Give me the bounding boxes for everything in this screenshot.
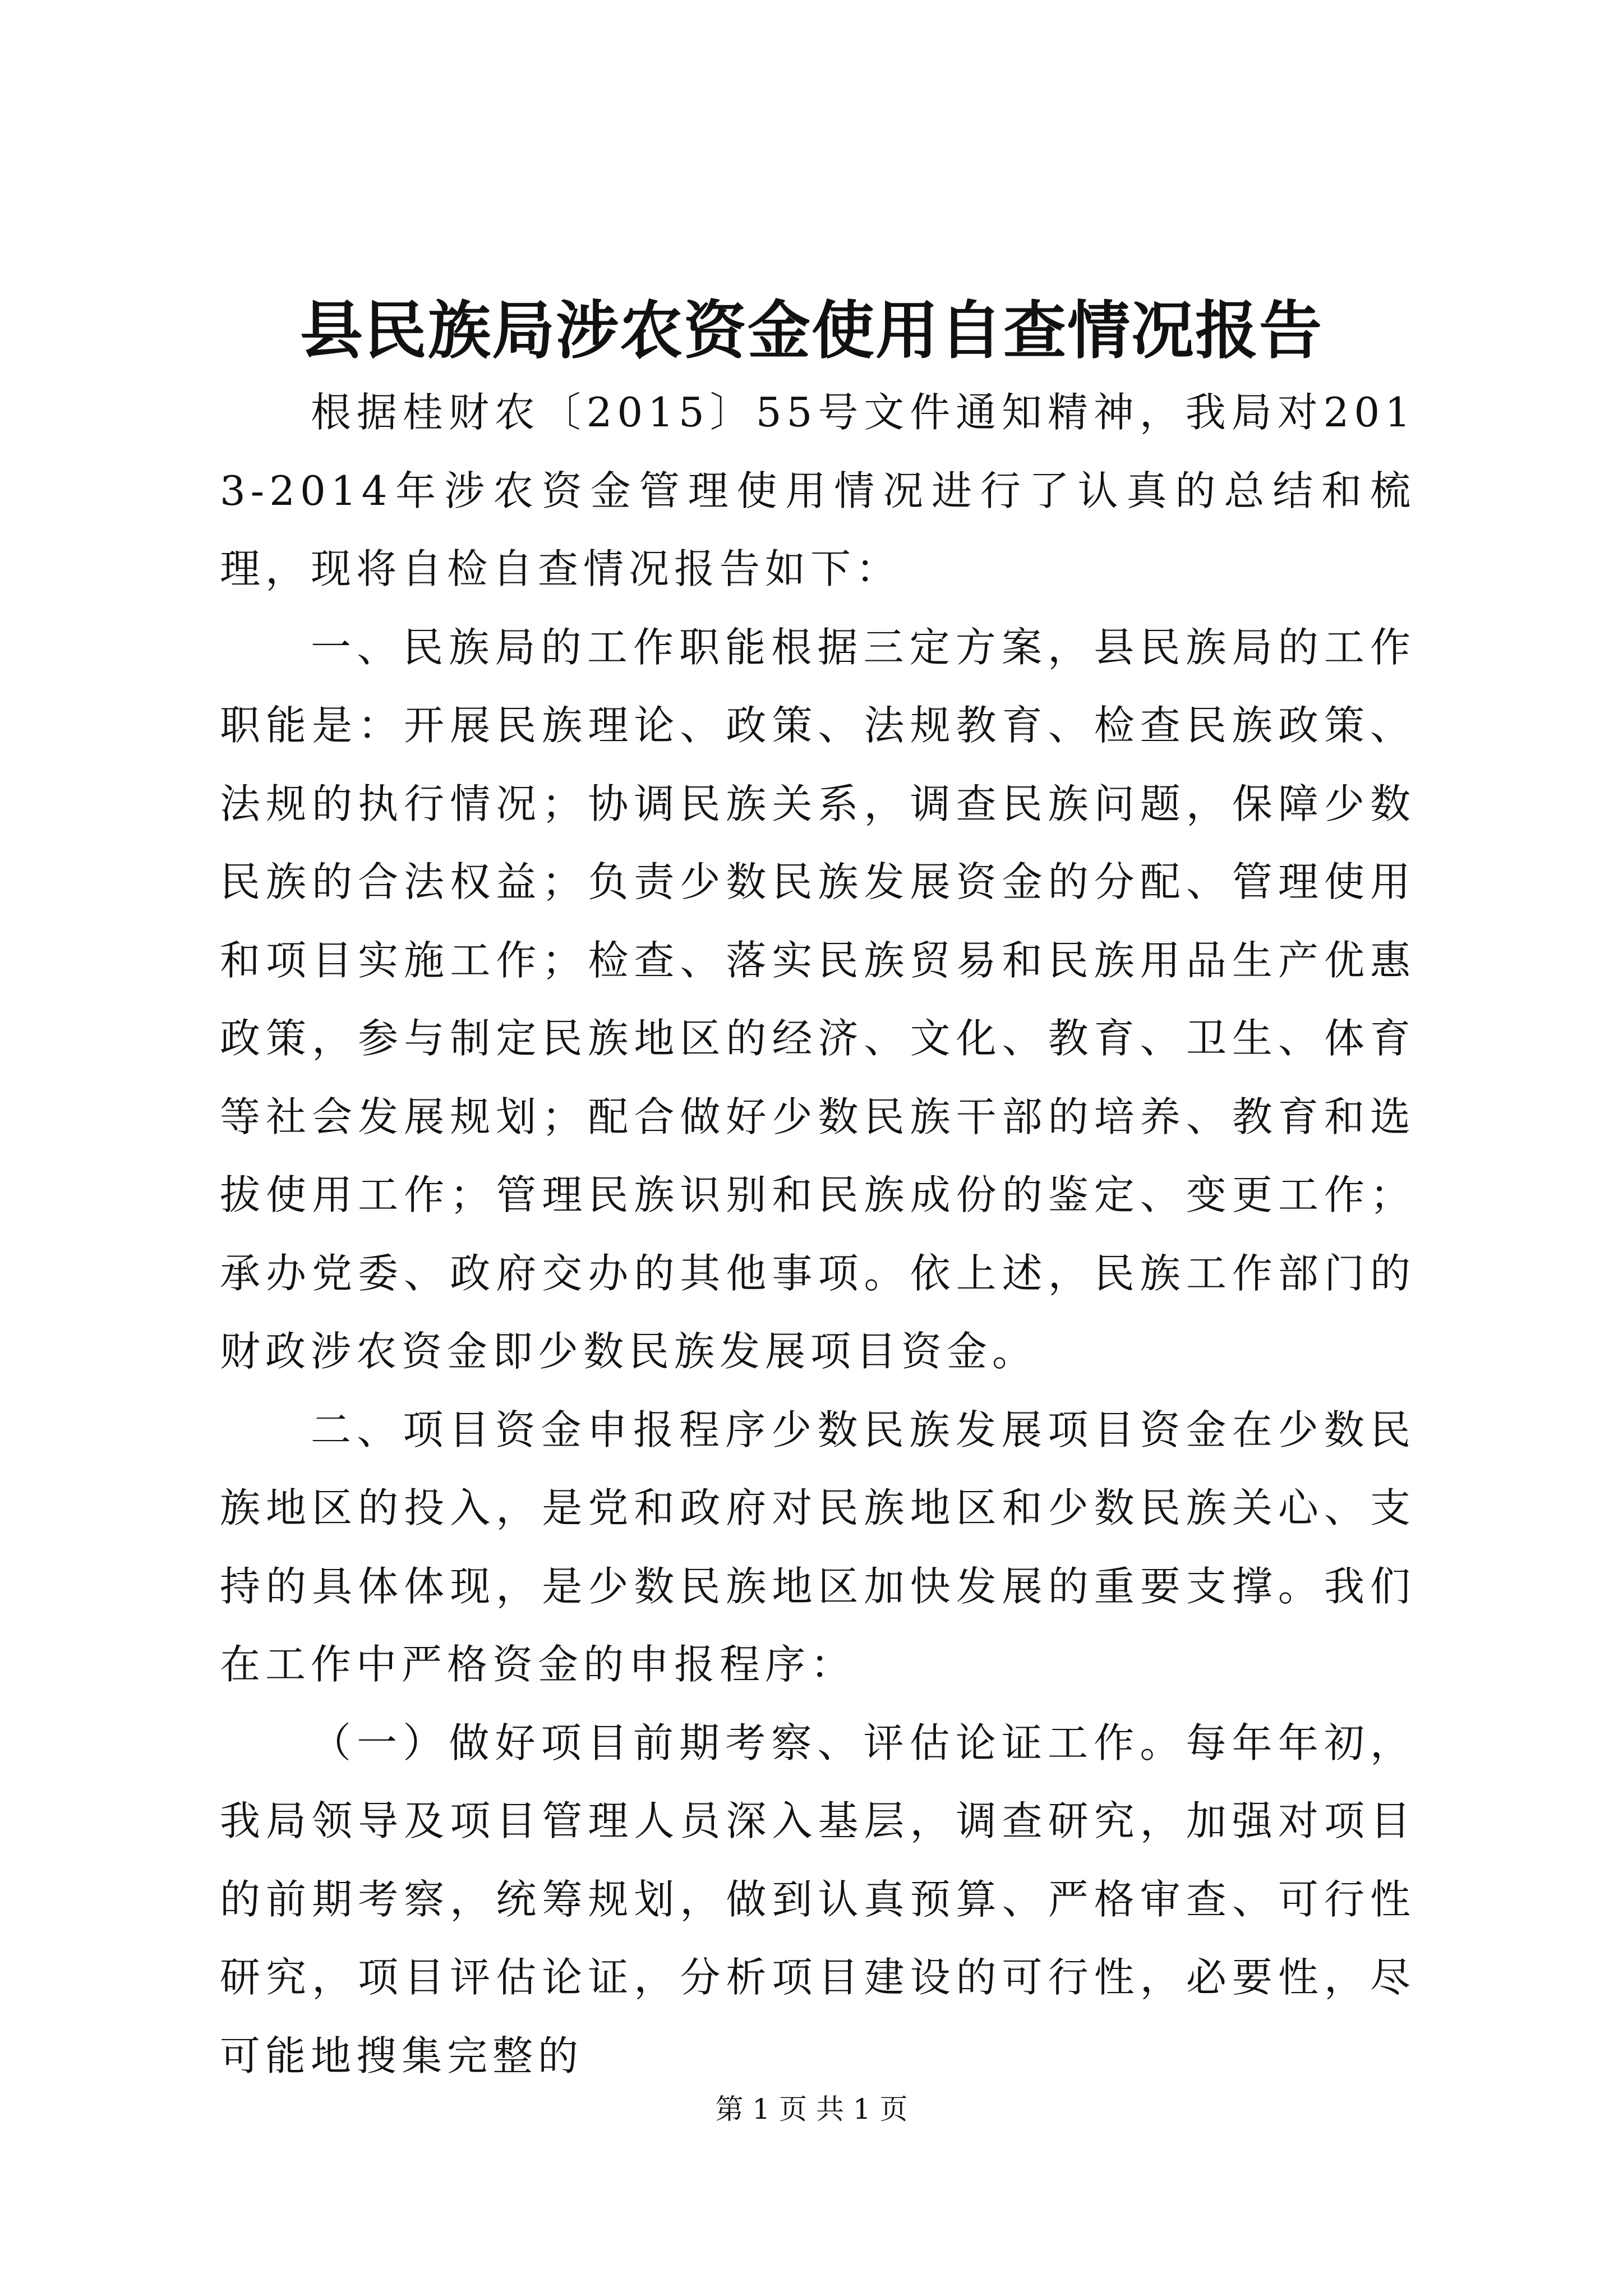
document-body [220, 374, 1415, 2095]
paragraph-intro: 根据桂财农〔2015〕55号文件通知精神，我局对2013-2014年涉农资金管理使用情况进行了认真的总结和梳理，现将自检自查情况报告如下： [220, 389, 1415, 592]
paragraph-section-1: 一、民族局的工作职能根据三定方案，县民族局的工作职能是：开展民族理论、政策、法规教育、检查民族政策、法规的执行情况；协调民族关系，调查民族问题，保障少数民族的合法权益；负责少数民族发展资金的分配、管理使用和项目实施工作；检查、落实民族贸易和民族用品生产优惠政策，参与制定民族地区的经济、文化、教育、卫生、体育等社会发展规划；配合做好少数民族干部的培养、教育和选拔使用工作；管理民族识别和民族成份的鉴定、变更工作；承办党委、政府交办的其他事项。依上述，民族工作部门的财政涉农资金即少数民族发展项目资金。 [220, 623, 1415, 1375]
paragraph-subsection-1: （一）做好项目前期考察、评估论证工作。每年年初，我局领导及项目管理人员深入基层，调查研究，加强对项目的前期考察，统筹规划，做到认真预算、严格审查、可行性研究，项目评估论证，分析项目建设的可行性，必要性，尽可能地搜集完整的 [220, 1719, 1415, 2079]
page-footer: 第 1 页 共 1 页 [715, 2093, 908, 2125]
document-title: 县民族局涉农资金使用自查情况报告 [300, 294, 1323, 367]
paragraph-section-2: 二、项目资金申报程序少数民族发展项目资金在少数民族地区的投入，是党和政府对民族地区和少数民族关心、支持的具体体现，是少数民族地区加快发展的重要支撑。我们在工作中严格资金的申报程序： [220, 1406, 1415, 1688]
